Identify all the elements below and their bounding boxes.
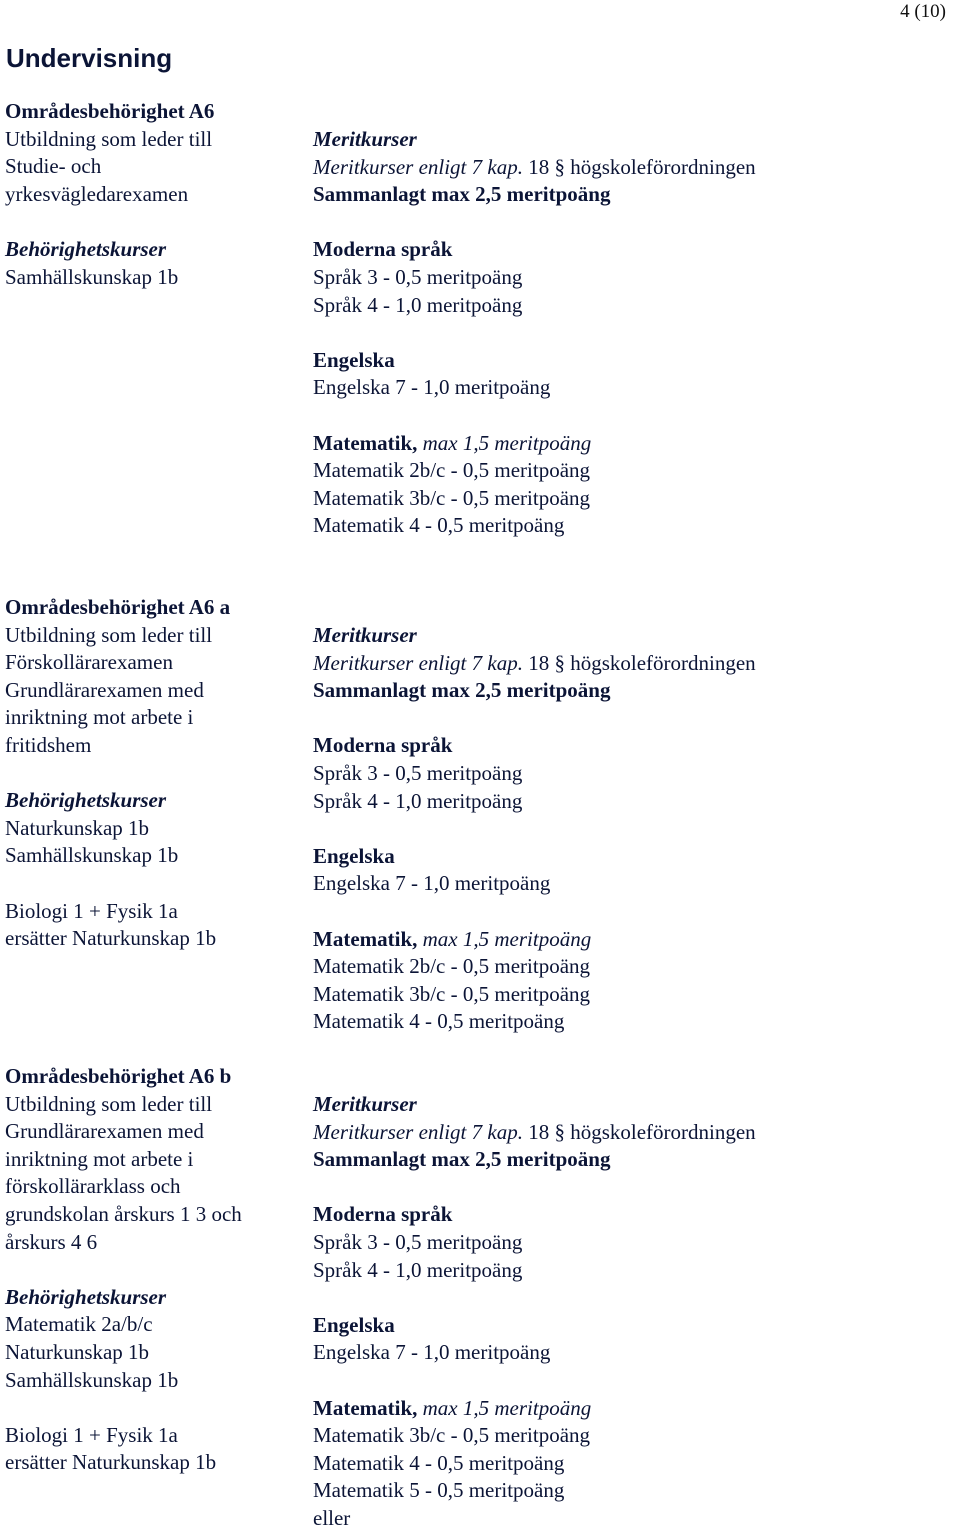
section-a6b-meritkurser <box>313 1091 953 1533</box>
education-line: Utbildning som leder till <box>5 1091 213 1116</box>
behorighetskurser-heading: Behörighetskurser <box>5 1284 167 1309</box>
education-line: Utbildning som leder till <box>5 126 213 151</box>
section-title: Områdesbehörighet A6 a <box>5 595 231 619</box>
section-sign-icon: § <box>554 650 565 675</box>
education-line: årskurs 4 6 <box>5 1229 98 1254</box>
section-a6a-meritkurser <box>313 622 953 1036</box>
section-a6-meritkurser <box>313 126 953 540</box>
engelska-heading: Engelska <box>313 347 395 372</box>
engelska-heading: Engelska <box>313 843 395 868</box>
sammanlagt-text: Sammanlagt max 2,5 meritpoäng <box>313 182 611 207</box>
engelska-heading: Engelska <box>313 1312 395 1337</box>
course-item: Matematik 2a/b/c <box>5 1312 153 1337</box>
merit-item: Matematik 3b/c - 0,5 meritpoäng <box>313 981 591 1006</box>
section-a6-requirements <box>5 98 300 291</box>
matematik-heading: Matematik, max 1,5 meritpoäng <box>313 430 592 455</box>
meritkurser-heading: Meritkurser <box>313 623 417 647</box>
note-line: Biologi 1 + Fysik 1a <box>5 1422 178 1447</box>
education-line: Grundlärarexamen med <box>5 1119 204 1144</box>
behorighetskurser-heading: Behörighetskurser <box>5 788 167 813</box>
merit-item: Matematik 5 - 0,5 meritpoäng <box>313 1478 565 1503</box>
meritkurser-rule: Meritkurser enligt 7 kap. 18 § högskoleförordningen <box>313 154 756 179</box>
merit-item: Matematik 2b/c - 0,5 meritpoäng <box>313 458 591 483</box>
meritkurser-heading: Meritkurser <box>313 127 417 151</box>
course-item: Naturkunskap 1b <box>5 815 150 840</box>
note-line: Biologi 1 + Fysik 1a <box>5 898 178 923</box>
page-title: Undervisning <box>6 43 173 73</box>
merit-item: Språk 4 - 1,0 meritpoäng <box>313 788 523 813</box>
merit-item: Matematik 4 - 0,5 meritpoäng <box>313 513 565 538</box>
merit-item: Matematik 4 - 0,5 meritpoäng <box>313 1009 565 1034</box>
section-sign-icon: § <box>554 1119 565 1144</box>
education-line: Utbildning som leder till <box>5 622 213 647</box>
meritkurser-heading: Meritkurser <box>313 1092 417 1116</box>
education-line: Förskollärarexamen <box>5 650 173 675</box>
moderna-sprak-heading: Moderna språk <box>313 237 453 262</box>
merit-item: Engelska 7 - 1,0 meritpoäng <box>313 871 551 896</box>
matematik-heading: Matematik, max 1,5 meritpoäng <box>313 1395 592 1420</box>
merit-item: Språk 4 - 1,0 meritpoäng <box>313 1257 523 1282</box>
education-line: Studie- och <box>5 154 102 179</box>
sammanlagt-text: Sammanlagt max 2,5 meritpoäng <box>313 1147 611 1172</box>
course-item: Samhällskunskap 1b <box>5 843 179 868</box>
moderna-sprak-heading: Moderna språk <box>313 1202 453 1227</box>
section-sign-icon: § <box>554 154 565 179</box>
merit-item: Språk 3 - 0,5 meritpoäng <box>313 760 523 785</box>
course-item: Naturkunskap 1b <box>5 1339 150 1364</box>
section-title: Områdesbehörighet A6 b <box>5 1064 232 1088</box>
merit-item: Språk 4 - 1,0 meritpoäng <box>313 292 523 317</box>
meritkurser-rule: Meritkurser enligt 7 kap. 18 § högskoleförordningen <box>313 1119 756 1144</box>
education-line: förskollärarklass och <box>5 1174 181 1199</box>
merit-item: Språk 3 - 0,5 meritpoäng <box>313 1229 523 1254</box>
education-line: grundskolan årskurs 1 3 och <box>5 1201 242 1226</box>
note-line: ersätter Naturkunskap 1b <box>5 926 217 951</box>
section-a6a-requirements <box>5 594 300 953</box>
education-line: yrkesvägledarexamen <box>5 181 189 206</box>
course-item: Samhällskunskap 1b <box>5 1367 179 1392</box>
page-number: 4 (10) <box>900 1 946 22</box>
section-title: Områdesbehörighet A6 <box>5 99 215 123</box>
behorighetskurser-heading: Behörighetskurser <box>5 236 167 261</box>
education-line: inriktning mot arbete i <box>5 1146 194 1171</box>
education-line: inriktning mot arbete i <box>5 705 194 730</box>
merit-item: Matematik 2b/c - 0,5 meritpoäng <box>313 954 591 979</box>
matematik-heading: Matematik, max 1,5 meritpoäng <box>313 926 592 951</box>
merit-item: Engelska 7 - 1,0 meritpoäng <box>313 375 551 400</box>
merit-item: Engelska 7 - 1,0 meritpoäng <box>313 1340 551 1365</box>
merit-item: Språk 3 - 0,5 meritpoäng <box>313 264 523 289</box>
education-line: Grundlärarexamen med <box>5 677 204 702</box>
note-line: ersätter Naturkunskap 1b <box>5 1450 217 1475</box>
education-line: fritidshem <box>5 732 92 757</box>
sammanlagt-text: Sammanlagt max 2,5 meritpoäng <box>313 678 611 703</box>
merit-item: Matematik 3b/c - 0,5 meritpoäng <box>313 485 591 510</box>
section-a6b-requirements <box>5 1063 300 1477</box>
merit-item: Matematik 4 - 0,5 meritpoäng <box>313 1450 565 1475</box>
merit-item: Matematik 3b/c - 0,5 meritpoäng <box>313 1423 591 1448</box>
course-item: Samhällskunskap 1b <box>5 264 179 289</box>
moderna-sprak-heading: Moderna språk <box>313 733 453 758</box>
eller-text: eller <box>313 1505 351 1530</box>
meritkurser-rule: Meritkurser enligt 7 kap. 18 § högskoleförordningen <box>313 650 756 675</box>
